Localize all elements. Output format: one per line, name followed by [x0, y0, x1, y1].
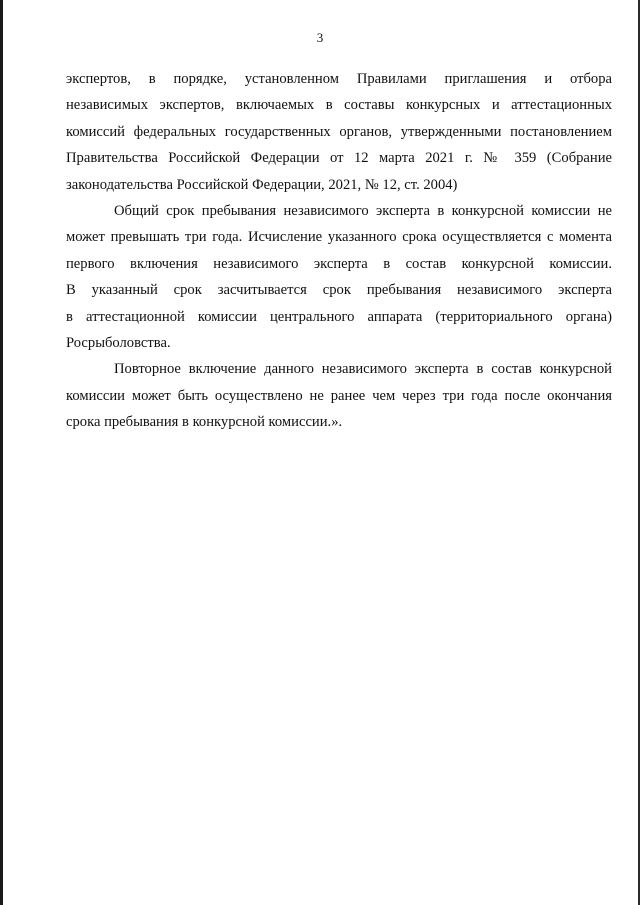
- paragraph-2-line-6: Росрыболовства.: [66, 334, 171, 351]
- document-body: [66, 66, 612, 435]
- paragraph-3-line-2: комиссии может быть осуществлено не ранее чем через три года после окончания: [66, 387, 612, 404]
- paragraph-1-line-3: комиссий федеральных государственных органов, утвержденными постановлением: [66, 123, 612, 140]
- paragraph-2-line-1: Общий срок пребывания независимого эксперта в конкурсной комиссии не: [114, 202, 612, 219]
- paragraph-3-line-1: Повторное включение данного независимого эксперта в состав конкурсной: [114, 361, 612, 378]
- scan-left-edge: [0, 0, 3, 905]
- page-number: 3: [316, 30, 324, 45]
- paragraph-2-line-4: В указанный срок засчитывается срок пребывания независимого эксперта: [66, 282, 612, 299]
- paragraph-2-line-5: в аттестационной комиссии центрального аппарата (территориального органа): [66, 308, 612, 325]
- paragraph-1-line-1: экспертов, в порядке, установленном Правилами приглашения и отбора: [66, 71, 612, 87]
- paragraph-1-line-2: независимых экспертов, включаемых в составы конкурсных и аттестационных: [66, 97, 612, 114]
- paragraph-1-line-4: Правительства Российской Федерации от 12 марта 2021 г. № 359 (Собрание: [66, 150, 612, 167]
- paragraph-3-line-3: срока пребывания в конкурсной комиссии.».: [66, 414, 343, 431]
- paragraph-1-line-5: законодательства Российской Федерации, 2021, № 12, ст. 2004): [66, 176, 458, 193]
- paragraph-2-line-2: может превышать три года. Исчисление указанного срока осуществляется с момента: [66, 229, 612, 246]
- paragraph-2-line-3: первого включения независимого эксперта в состав конкурсной комиссии.: [66, 255, 612, 272]
